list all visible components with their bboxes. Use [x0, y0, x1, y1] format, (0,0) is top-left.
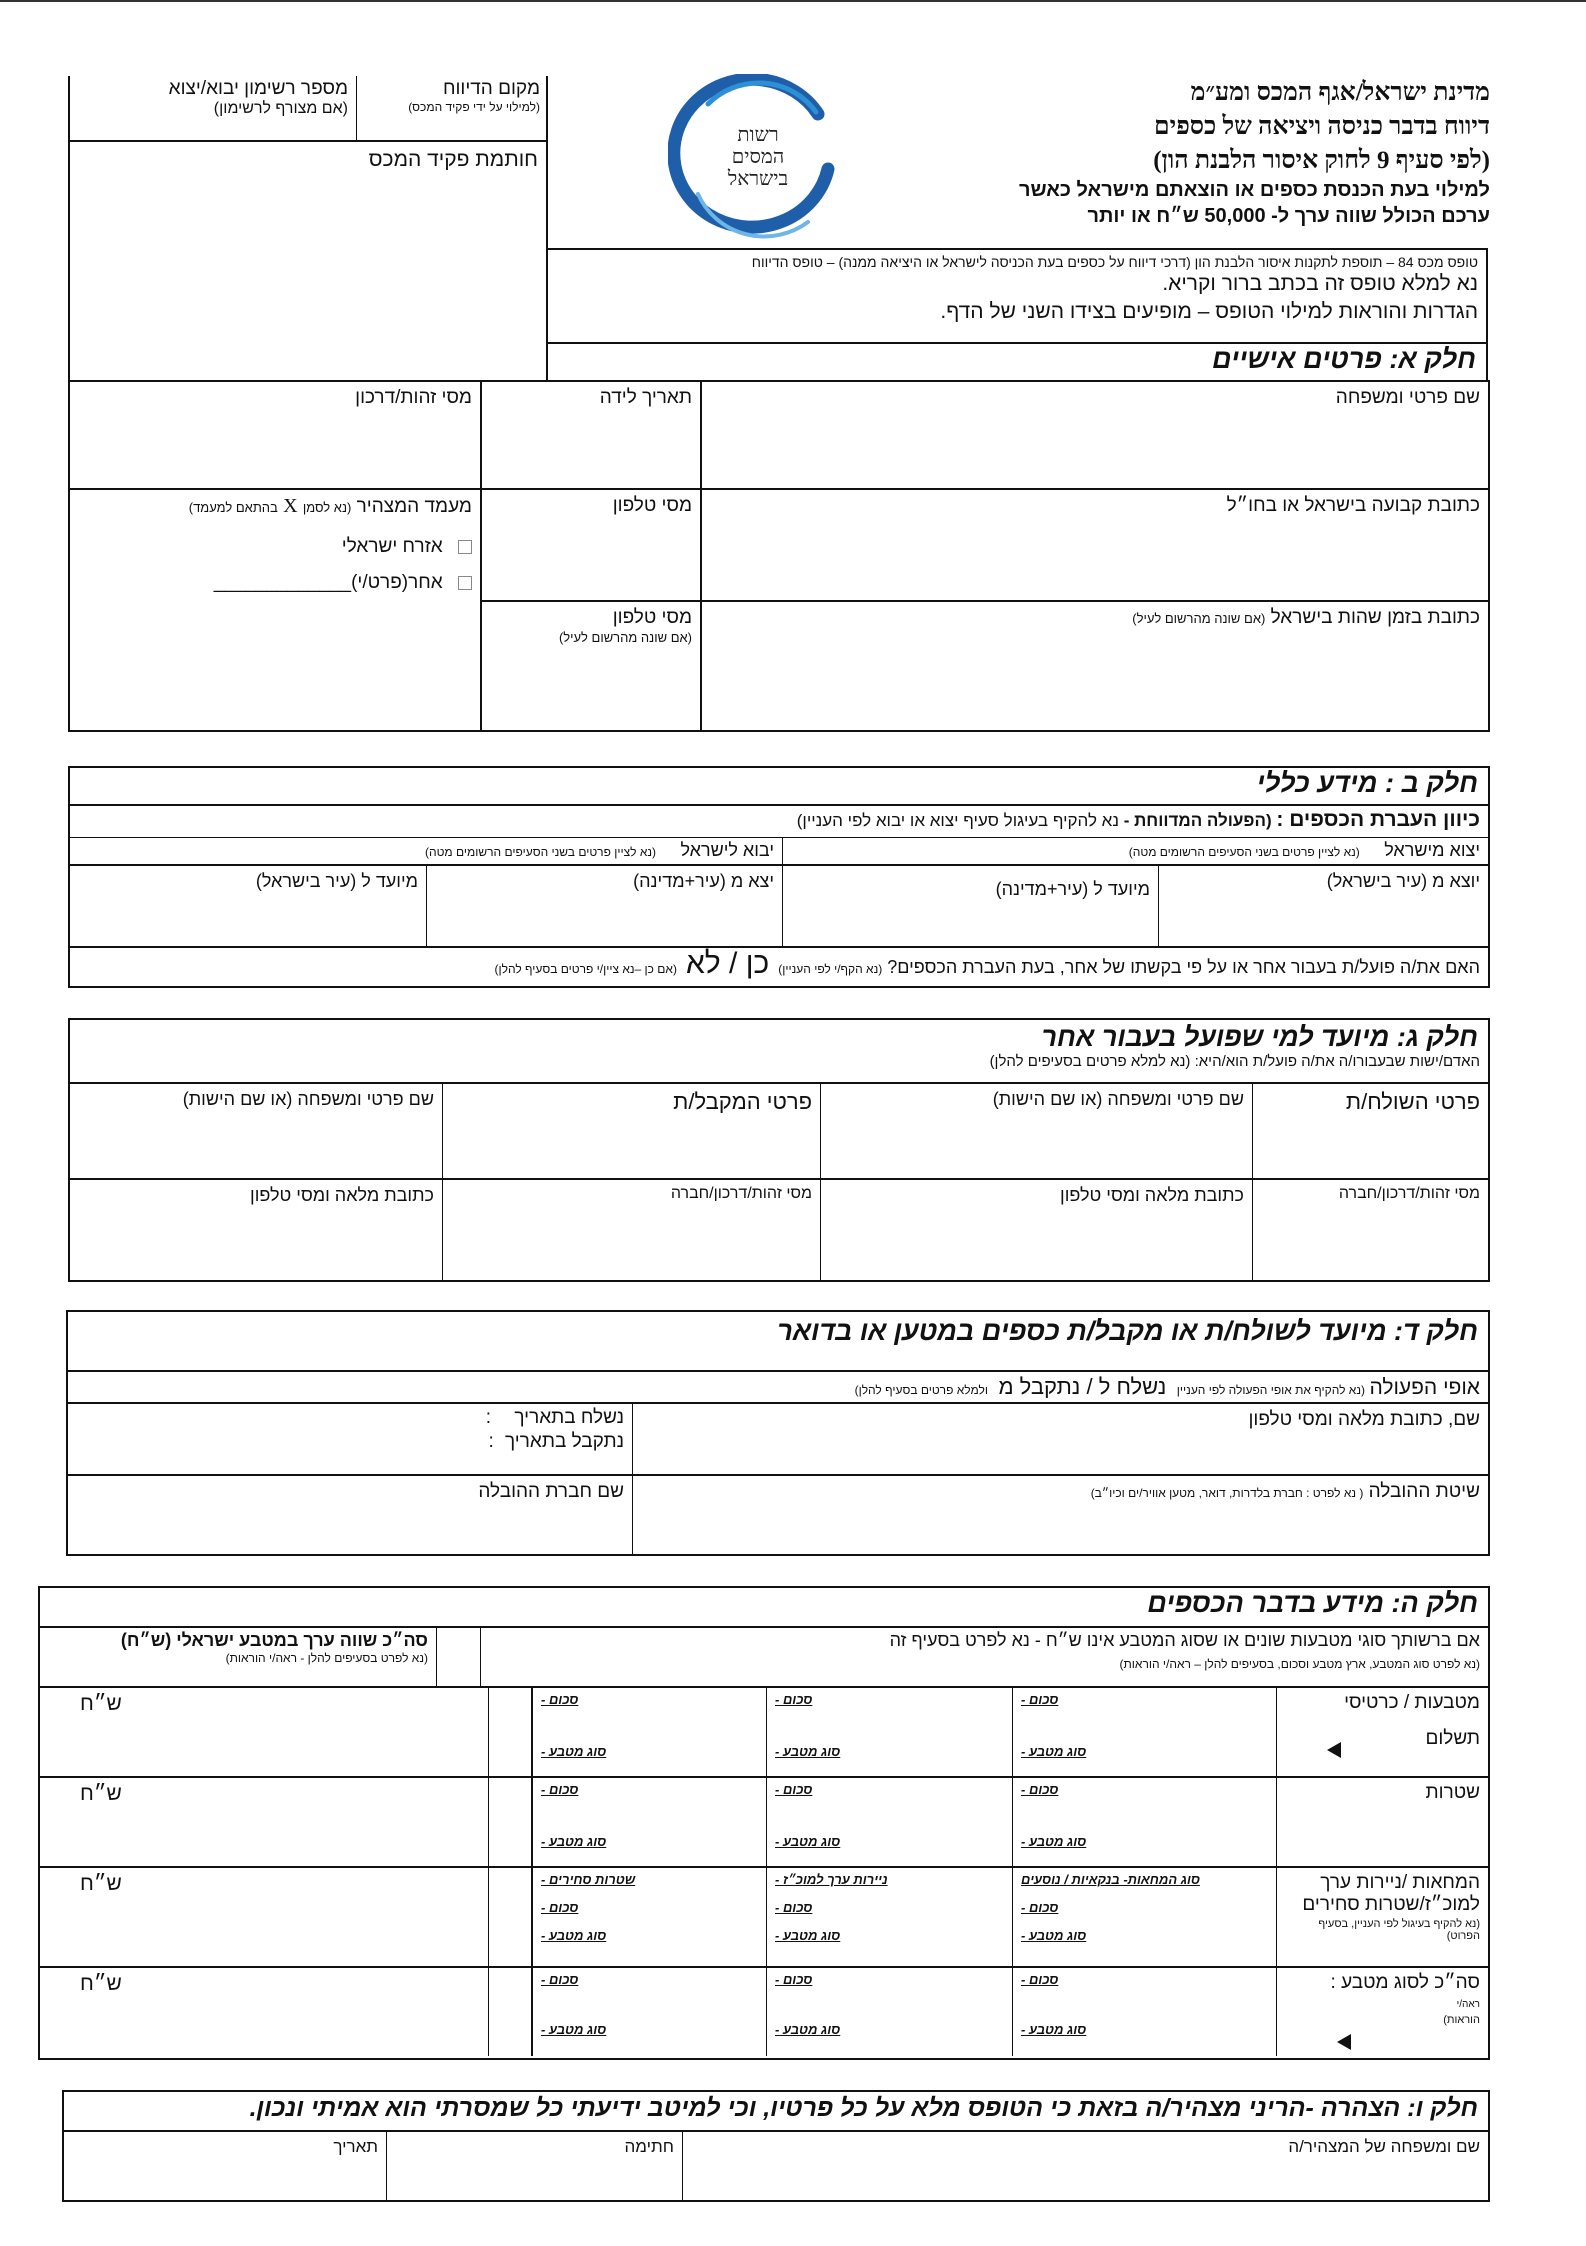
id-passport-field[interactable] [70, 382, 480, 490]
x-mark: X [283, 495, 298, 517]
instructions-note: הגדרות והוראות למילוי הטופס – מופיעים בצידו השני של הדף. [940, 300, 1478, 323]
currency-type-label: סוג מטבע - [541, 1744, 607, 1759]
action-type-label: אופי הפעולה [1369, 1376, 1480, 1399]
declarant-status-group [70, 490, 480, 730]
money-row-label-cell [1276, 1688, 1488, 1776]
stay-address-hint: (אם שונה מהרשום לעיל) [1132, 611, 1266, 626]
arrow-left-icon [1327, 1742, 1341, 1758]
part-e-title: חלק ה: מידע בדבר הכספים [1147, 1588, 1478, 1618]
top-border [0, 0, 1586, 2]
customs-box [68, 76, 548, 382]
other-checkbox[interactable] [458, 576, 472, 590]
part-a-grid [68, 380, 1490, 732]
yes-no-options[interactable]: כן / לא [685, 947, 770, 980]
receiver-details-label: פרטי המקבל/ת [673, 1089, 812, 1114]
part-d-header [68, 1312, 1488, 1372]
logo-text-line: בישראל [727, 168, 789, 190]
money-row-label-cell [1276, 1968, 1488, 2056]
spacer-column [436, 1628, 480, 1686]
part-f-header [64, 2092, 1488, 2132]
on-behalf-end: (אם כן –נא ציין/י פרטים בסעיף להלן) [494, 962, 677, 976]
direction-hint-end: לפי העניין) [796, 811, 872, 830]
form-instructions [548, 248, 1488, 342]
part-d [66, 1310, 1490, 1556]
money-row [40, 1868, 1488, 1968]
permanent-address-label: כתובת קבועה בישראל או בחו״ל [1226, 495, 1480, 516]
direction-label: כיוון העברת הכספים : [1276, 808, 1480, 831]
export-from-field[interactable] [1158, 866, 1488, 946]
currency-type-label: סוג מטבע - [1021, 2022, 1087, 2037]
direction-row [70, 806, 1488, 838]
part-f [62, 2090, 1490, 2202]
tax-authority-logo [668, 74, 848, 244]
name-address-label: שם, כתובת מלאה ומסי טלפון [1248, 1409, 1480, 1430]
currency-type-label: סוג מטבע - [541, 2022, 607, 2037]
amount-label: סכום - [775, 1782, 813, 1797]
action-hint: (נא להקיף את אופי הפעולה לפי העניין [1176, 1383, 1365, 1397]
receiver-address-field[interactable] [70, 1180, 442, 1280]
export-to-label: מיועד ל (עיר+מדינה) [995, 879, 1150, 899]
ils-total-field[interactable] [40, 1868, 436, 1966]
sender-name-label: שם פרטי ומשפחה (או שם הישות) [992, 1089, 1244, 1109]
export-from-label: יוצא מ (עיר בישראל) [1326, 871, 1480, 891]
action-options[interactable]: נשלח ל / נתקבל מ [998, 1374, 1167, 1399]
money-row-label: מטבעות / כרטיסי [1344, 1692, 1480, 1713]
part-b-title: חלק ב : מידע כללי [1256, 768, 1478, 798]
money-row-label-2: (נא להקיף בעיגול לפי העניין, בסעיף הפרוט) [1318, 1918, 1480, 1942]
stay-address-field[interactable] [702, 602, 1488, 730]
amount-label: סכום - [1021, 1782, 1059, 1797]
amount-label: סכום - [541, 1692, 579, 1707]
amount-label: סכום - [775, 1972, 813, 1987]
received-on-label: נתקבל בתאריך [505, 1430, 624, 1452]
ils-unit-label: ש״ח [80, 1872, 122, 1895]
ils-unit-label: ש״ח [80, 1782, 122, 1805]
declarant-status-hint-end: בהתאם למעמד) [188, 500, 278, 515]
receiver-address-label: כתובת מלאה ומסי טלפון [250, 1185, 434, 1205]
sender-details-label: פרטי השולח/ת [1345, 1089, 1480, 1114]
permanent-address-field[interactable] [702, 490, 1488, 602]
report-place-label: מקום הדיווח [442, 78, 540, 99]
ils-total-field[interactable] [40, 1968, 436, 2056]
form-note-line-1: למילוי בעת הכנסת כספים או הוצאתם מישראל כאשר [1019, 179, 1490, 202]
fill-clearly-note: נא למלא טופס זה בכתב ברור וקריא. [1162, 272, 1478, 295]
currency-type-label: סוג מטבע - [1021, 1744, 1087, 1759]
import-from-label: יצא מ (עיר+מדינה) [633, 871, 774, 891]
export-to-field[interactable] [782, 866, 1158, 946]
birth-date-label: תאריך לידה [599, 387, 692, 408]
money-row-label-2: הוראות) [1443, 2014, 1480, 2026]
full-name-field[interactable] [702, 382, 1488, 490]
direction-headers [70, 838, 1488, 866]
full-name-label: שם פרטי ומשפחה [1335, 387, 1480, 408]
part-e-subheader [40, 1628, 1488, 1688]
currencies-note-cell [480, 1628, 1488, 1686]
currency-type-label: סוג מטבע - [775, 1834, 841, 1849]
export-hint: (נא לציין פרטים בשני הסעיפים הרשומים מטה) [1128, 845, 1360, 859]
report-place-sub: (למילוי על ידי פקיד המכס) [408, 100, 540, 114]
direction-fields [70, 866, 1488, 948]
sender-address-label: כתובת מלאה ומסי טלפון [1060, 1185, 1244, 1205]
sender-name-field[interactable] [820, 1084, 1252, 1178]
currency-entry-cell[interactable] [532, 1778, 766, 1866]
shipping-company-field[interactable] [68, 1476, 632, 1554]
registration-sub: (אם מצורף לרשימון) [213, 100, 348, 117]
sent-on-label: נשלח בתאריך [514, 1407, 624, 1428]
received-on-colon: : [488, 1430, 494, 1452]
ils-unit-label: ש״ח [80, 1972, 122, 1995]
currency-entry-cell[interactable] [532, 1968, 766, 2056]
spacer-column [488, 1868, 532, 1966]
part-c [68, 1018, 1490, 1282]
declarant-status-label: מעמד המצהיר [356, 496, 472, 517]
part-e-header [40, 1588, 1488, 1628]
import-label: יבוא לישראל [680, 840, 774, 860]
amount-label: סכום - [775, 1692, 813, 1707]
currency-entry-cell[interactable] [532, 1868, 766, 1966]
action-type-row [68, 1372, 1488, 1404]
direction-hint-bold: (הפעולה המדווחת - [1123, 811, 1272, 830]
import-from-field[interactable] [426, 866, 782, 946]
registration-label: מספר רשימון יבוא/יצוא [168, 78, 348, 99]
form-header [930, 76, 1490, 229]
form-reference: טופס מכס 84 – תוספת לתקנות איסור הלבנת הון (דרכי דיווח על כספים בעת הכניסה לישראל או היציאה ממנה) – טופס הדיווח [751, 254, 1478, 270]
phone-label: מסי טלפון [612, 495, 692, 516]
money-row-label-small: ראה/י [1456, 1999, 1480, 2010]
signature-label: חתימה [624, 2137, 674, 2156]
ils-unit-label: ש״ח [80, 1692, 122, 1715]
part-a-header [548, 342, 1488, 382]
ils-total-field[interactable] [40, 1778, 436, 1866]
sender-id-field[interactable] [1252, 1180, 1488, 1280]
currency-entry-cell[interactable] [766, 1968, 1012, 2056]
amount-label: סכום - [1021, 1972, 1059, 1987]
part-a-title: חלק א: פרטים אישיים [1212, 344, 1476, 374]
option-other-label: אחר(פרט/י) [351, 571, 443, 593]
phone2-label: מסי טלפון [612, 607, 692, 628]
sender-details-cell [1252, 1084, 1488, 1178]
dates-field[interactable] [68, 1404, 632, 1474]
currency-type-label: סוג מטבע - [775, 2022, 841, 2037]
shipping-method-label: שיטת ההובלה [1368, 1481, 1480, 1502]
amount-label: סכום - [541, 1900, 579, 1915]
part-e [38, 1586, 1490, 2060]
import-to-label: מיועד ל (עיר בישראל) [255, 871, 418, 891]
registration-number-field[interactable] [70, 76, 356, 140]
money-row [40, 1968, 1488, 2056]
shipping-company-label: שם חברת ההובלה [478, 1481, 624, 1502]
receiver-id-label: מסי זהות/דרכון/חברה [670, 1185, 812, 1202]
part-c-title: חלק ג: מיועד למי שפועל בעבור אחר [1041, 1022, 1478, 1052]
action-end: ולמלא פרטים בסעיף להלן) [854, 1383, 988, 1397]
currency-type-label: סוג מטבע - [1021, 1834, 1087, 1849]
receiver-details-cell [442, 1084, 820, 1178]
money-row-label-2: תשלום [1425, 1728, 1480, 1749]
sender-id-label: מסי זהות/דרכון/חברה [1338, 1185, 1480, 1202]
receiver-name-label: שם פרטי ומשפחה (או שם הישות) [182, 1089, 434, 1109]
export-header [782, 838, 1488, 864]
form-title: דיווח בדבר כניסה ויציאה של כספים [1154, 112, 1490, 140]
report-place-field[interactable] [356, 76, 546, 140]
currencies-note: אם ברשותך סוגי מטבעות שונים או שסוג המטבע אינו ש״ח - נא לפרט בסעיף זה [889, 1630, 1480, 1650]
part-f-title: חלק ו: הצהרה -הריני מצהיר/ה בזאת כי הטופס מלא על כל פרטיו, וכי למיטב ידיעתי כל שמסרתי הוא אמיתי ונכון. [249, 2094, 1478, 2122]
money-row-label: המחאות /ניירות ערך למוכ״ז/שטרות סחירים [1302, 1872, 1480, 1915]
spacer-column [488, 1778, 532, 1866]
sent-on-colon: : [485, 1407, 492, 1428]
stamp-label: חותמת פקיד המכס [368, 148, 538, 171]
currency-type-label: סוג מטבע - [775, 1928, 841, 1943]
id-passport-label: מסי זהות/דרכון [355, 387, 472, 408]
on-behalf-row [70, 948, 1488, 986]
on-behalf-question: האם את/ה פועל/ת בעבור אחר או על פי בקשתו של אחר, בעת העברת הכספים? [887, 957, 1480, 977]
currency-entry-cell[interactable] [1012, 1778, 1276, 1866]
on-behalf-hint: (נא הקף/י לפי העניין) [778, 962, 883, 976]
sender-address-field[interactable] [820, 1180, 1252, 1280]
currency-entry-cell[interactable] [1012, 1968, 1276, 2056]
currency-type-label: סוג מטבע - [541, 1928, 607, 1943]
money-row-label: שטרות [1425, 1782, 1480, 1803]
phone-field[interactable] [482, 490, 700, 602]
currency-entry-cell[interactable] [766, 1778, 1012, 1866]
part-b [68, 766, 1490, 988]
form-note-line-2: ערכם הכולל שווה ערך ל- 50,000 ש״ח או יותר [1087, 205, 1490, 228]
total-ils-label: סה״כ שווה ערך במטבע ישראלי (ש״ח) [120, 1630, 428, 1650]
money-row [40, 1688, 1488, 1778]
receiver-id-field[interactable] [442, 1180, 820, 1280]
option-israeli-label: אזרח ישראלי [341, 536, 443, 557]
currency-type-label: סוג מטבע - [1021, 1928, 1087, 1943]
currencies-hint: (נא לפרט סוג המטבע, ארץ מטבע וסכום, בסעיפים להלן – ראה/י הוראות) [1119, 1657, 1480, 1671]
declarant-name-field[interactable] [682, 2132, 1488, 2200]
spacer-column [488, 1688, 532, 1776]
money-row-label-cell [1276, 1778, 1488, 1866]
import-hint: (נא לציין פרטים בשני הסעיפים הרשומים מטה) [425, 845, 657, 859]
logo-text-line: רשות [737, 124, 779, 146]
instrument-type-label: ניירות ערך למוכ״ז - [775, 1872, 888, 1887]
amount-label: סכום - [775, 1900, 813, 1915]
import-header [70, 838, 782, 864]
org-line: מדינת ישראל/אגף המכס ומע״מ [1190, 79, 1490, 106]
direction-hint: נא להקיף בעיגול סעיף [963, 811, 1119, 830]
date-label: תאריך [333, 2137, 378, 2156]
birth-date-field[interactable] [482, 382, 700, 490]
shipping-method-field[interactable] [632, 1476, 1488, 1554]
currency-entry-cell[interactable] [1012, 1688, 1276, 1776]
instrument-type-label: סוג המחאות- בנקאיות / נוסעים [1021, 1872, 1200, 1887]
currency-entry-cell[interactable] [766, 1688, 1012, 1776]
part-c-header [70, 1020, 1488, 1084]
money-row [40, 1778, 1488, 1868]
other-blank-line[interactable]: _____________ [213, 571, 352, 593]
shipping-hint: ( נא לפרט : חברת בלדרות, דואר, מטען אוויר/ים וכיו״ב) [1090, 1486, 1364, 1500]
option-israeli[interactable] [78, 535, 472, 559]
ils-total-field[interactable] [40, 1688, 436, 1776]
import-to-field[interactable] [70, 866, 426, 946]
currency-type-label: סוג מטבע - [775, 1744, 841, 1759]
total-ils-header [40, 1628, 436, 1686]
instrument-type-label: שטרות סחירים - [541, 1872, 636, 1887]
currency-entry-cell[interactable] [766, 1868, 1012, 1966]
part-d-title: חלק ד: מיועד לשולח/ת או מקבל/ת כספים במטען או בדואר [777, 1316, 1478, 1346]
stay-address-label: כתובת בזמן שהות בישראל [1270, 607, 1480, 628]
spacer-column [488, 1968, 532, 2056]
money-row-label-cell [1276, 1868, 1488, 1966]
currency-entry-cell[interactable] [1012, 1868, 1276, 1966]
part-b-header [70, 768, 1488, 806]
date-field[interactable] [64, 2132, 386, 2200]
amount-label: סכום - [541, 1782, 579, 1797]
receiver-name-field[interactable] [70, 1084, 442, 1178]
declarant-name-label: שם ומשפחה של המצהיר/ה [1288, 2137, 1480, 2156]
option-other[interactable] [78, 571, 472, 595]
amount-label: סכום - [1021, 1692, 1059, 1707]
part-c-subtitle: האדם/ישות שבעבורו/ה את/ה פועל/ת הוא/היא: (נא למלא פרטים בסעיפים להלן) [989, 1053, 1480, 1070]
logo-text-line: המסים [731, 146, 785, 168]
customs-stamp-field[interactable] [70, 142, 546, 382]
currency-type-label: סוג מטבע - [541, 1834, 607, 1849]
arrow-left-icon [1337, 2034, 1351, 2050]
amount-label: סכום - [541, 1972, 579, 1987]
phone2-hint: (אם שונה מהרשום לעיל) [558, 629, 692, 645]
form-subtitle: (לפי סעיף 9 לחוק איסור הלבנת הון) [1153, 146, 1490, 174]
money-row-label: סה״כ לסוג מטבע : [1330, 1972, 1480, 1993]
export-label: יצוא מישראל [1384, 840, 1480, 860]
total-ils-hint: (נא לפרט בסעיפים להלן - ראה/י הוראות) [225, 1651, 428, 1665]
israeli-checkbox[interactable] [458, 540, 472, 554]
phone2-field[interactable] [482, 602, 700, 730]
declarant-status-hint: (נא לסמן [302, 500, 352, 515]
direction-options[interactable]: יצוא או יבוא [875, 811, 959, 830]
currency-entry-cell[interactable] [532, 1688, 766, 1776]
name-address-field[interactable] [632, 1404, 1488, 1474]
amount-label: סכום - [1021, 1900, 1059, 1915]
signature-field[interactable] [386, 2132, 682, 2200]
